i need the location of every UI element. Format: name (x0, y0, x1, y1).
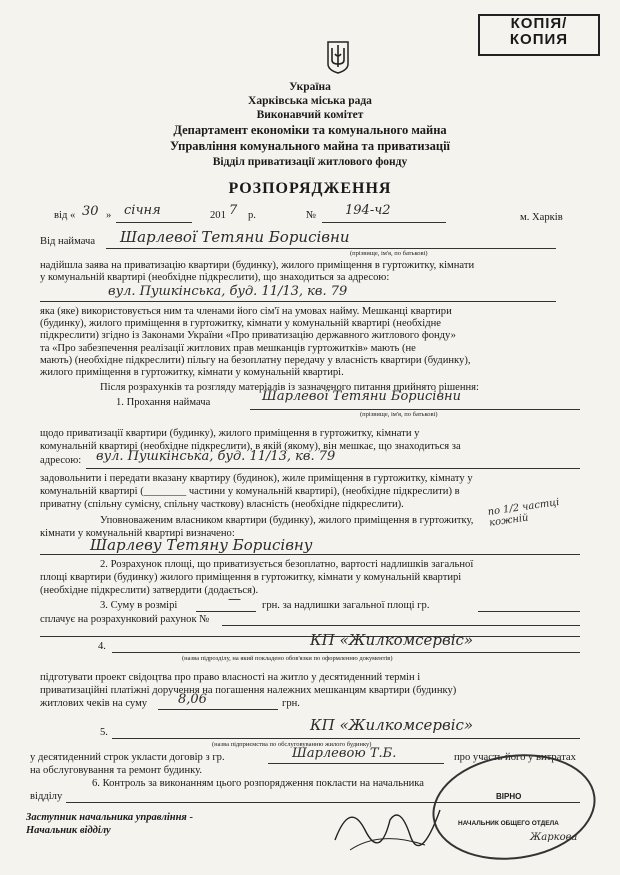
item3-text: грн. за надлишки загальної площі гр. (262, 600, 430, 611)
item4-line-c: житлових чеків на суму (40, 698, 148, 709)
item4-hint: (назва підрозділу, на який покладено обов'язки по оформленню документів) (182, 655, 393, 662)
item5-line-c: на обслуговування та ремонт будинку. (30, 765, 203, 776)
seal-text-1: ВІРНО (496, 792, 522, 801)
date-year-prefix: 201 (210, 210, 226, 221)
number-label: № (306, 210, 317, 221)
item1-hint: (прізвище, ім'я, по батькові) (360, 411, 438, 418)
item1-owner: Шарлеву Тетяну Борисівну (90, 536, 313, 554)
header-council: Харківська міська рада (248, 95, 372, 107)
item4-line-b: приватизаційні платіжні доручення на погашення належних мешканцям квартири (будинку) (40, 685, 457, 696)
item6-line-b: відділу (30, 791, 63, 802)
item5-line-a: у десятиденний строк укласти договір з гр. (30, 752, 225, 763)
item5-value: КП «Жилкомсервіс» (310, 716, 474, 734)
item1-address: вул. Пушкінська, буд. 11/13, кв. 79 (96, 449, 336, 464)
date-year-digit: 7 (229, 203, 238, 218)
item1-name: Шарлевої Тетяни Борисівни (262, 389, 461, 404)
item1-line-f: приватну (спільну сумісну, спільну часткову) власність (необхідне підкреслити). (40, 499, 404, 510)
item1-line-h: кімнати у комунальній квартирі визначено: (40, 528, 235, 539)
item5-name: Шарлевою Т.Б. (292, 746, 397, 761)
document-title: РОЗПОРЯДЖЕННЯ (228, 180, 392, 197)
para-4: (будинку), жилого приміщення в гуртожитку, кімнати у комунальній квартирі (необхідне (40, 318, 441, 329)
item1-line-e: комунальній квартирі (________ частини у комунальній квартирі), (необхідне підкреслити) в (40, 486, 460, 497)
seal-text-2: НАЧАЛЬНИК ОБЩЕГО ОТДЕЛА (458, 820, 559, 827)
para-6: та «Про забезпечення реалізації житлових прав мешканців гуртожитків» мають (не (40, 343, 416, 354)
signature-line1: Заступник начальника управління - (26, 812, 193, 823)
item5-line-b: про участь його у витратах (454, 752, 576, 763)
header-office: Управління комунального майна та приватизації (169, 139, 451, 153)
tenant-hint: (прізвище, ім'я, по батькові) (350, 250, 428, 257)
item2-line-b: площі квартири (будинку) жилого приміщення в гуртожитку, кімнати у комунальній квартирі (40, 572, 462, 583)
item1-line-c: адресою: (40, 455, 82, 466)
date-month: січня (124, 203, 161, 218)
date-mid: » (106, 210, 112, 221)
header-country: Україна (289, 81, 331, 93)
item3-sum: — (228, 592, 241, 607)
item1-share-note: по 1/2 частці кожній (486, 496, 561, 529)
item1-line-g: Уповноваженим власником квартири (будинку), жилого приміщення в гуртожитку, (100, 515, 474, 526)
item5-hint: (назва підприємства по обслуговуванню жилого будинку) (212, 741, 372, 748)
copy-stamp (478, 14, 600, 56)
tenant-name: Шарлевої Тетяни Борисівни (120, 228, 350, 246)
signature-line2: Начальник відділу (26, 825, 111, 836)
para-3: яка (яке) використовується ним та членами його сім'ї на умовах найму. Мешканці квартири (40, 306, 452, 317)
header-committee: Виконавчий комітет (256, 109, 364, 121)
city: м. Харків (520, 212, 563, 223)
item5-label: 5. (100, 727, 108, 738)
seal-text-3: Жаркова (530, 832, 578, 843)
date-year-suffix: р. (248, 210, 256, 221)
item3-account: сплачує на розрахунковий рахунок № (40, 614, 210, 625)
tenant-label: Від наймача (40, 236, 96, 247)
item1-label: 1. Прохання наймача (116, 397, 211, 408)
item4-sum: 8,06 (178, 692, 207, 707)
header-department: Департамент економіки та комунального майна (173, 123, 447, 137)
item1-line-d: задовольнити і передати вказану квартиру (будинок), жиле приміщення в гуртожитку, кімнату у (40, 473, 473, 484)
date-prefix: від « (54, 210, 76, 221)
date-day: 30 (82, 204, 99, 219)
item3-label: 3. Суму в розмірі (100, 600, 178, 611)
para-8: жилого приміщення в гуртожитку, кімнати у комунальній квартирі. (40, 367, 344, 378)
item2-line-c: (необхідне підкреслити) затвердити (додається). (40, 585, 259, 596)
copy-stamp-line2: КОПИЯ (509, 31, 569, 48)
copy-stamp-line1: КОПІЯ/ (510, 15, 568, 32)
para-9: Після розрахунків та розгляду матеріалів із зазначеного питання прийнято рішення: (100, 382, 479, 393)
item4-currency: грн. (282, 698, 300, 709)
item1-line-a: щодо приватизації квартири (будинку), жилого приміщення в гуртожитку, кімнати у (40, 428, 420, 439)
item6-line-a: 6. Контроль за виконанням цього розпорядження покласти на начальника (92, 778, 424, 789)
order-number: 194-ч2 (345, 203, 391, 218)
para-2: у комунальній квартирі (необхідне підкреслити), що знаходиться за адресою: (40, 272, 390, 283)
address-1: вул. Пушкінська, буд. 11/13, кв. 79 (108, 284, 348, 299)
para-5: підкреслити) згідно із Законами України «Про приватизацію державного житлового фонду» (40, 330, 456, 341)
item4-label: 4. (98, 641, 106, 652)
header-division: Відділ приватизації житлового фонду (212, 156, 408, 168)
item1-line-b: комунальній квартирі (необхідне підкреслити), в якій (якому), він мешкає, що знаходиться за (40, 441, 461, 452)
trident-emblem-icon (326, 40, 350, 74)
para-1: надійшла заява на приватизацію квартири (будинку), жилого приміщення в гуртожитку, кімнати (40, 260, 475, 271)
item4-line-a: підготувати проект свідоцтва про право власності на житло у десятиденний термін і (40, 672, 421, 683)
handwritten-signature-icon (330, 790, 450, 860)
item4-value: КП «Жилкомсервіс» (310, 631, 474, 649)
para-7: мають) (необхідне підкреслити) пільгу на безоплатну передачу у власність квартири (будинку), (40, 355, 471, 366)
item2-line-a: 2. Розрахунок площі, що приватизується безоплатно, вартості надлишків загальної (100, 559, 474, 570)
